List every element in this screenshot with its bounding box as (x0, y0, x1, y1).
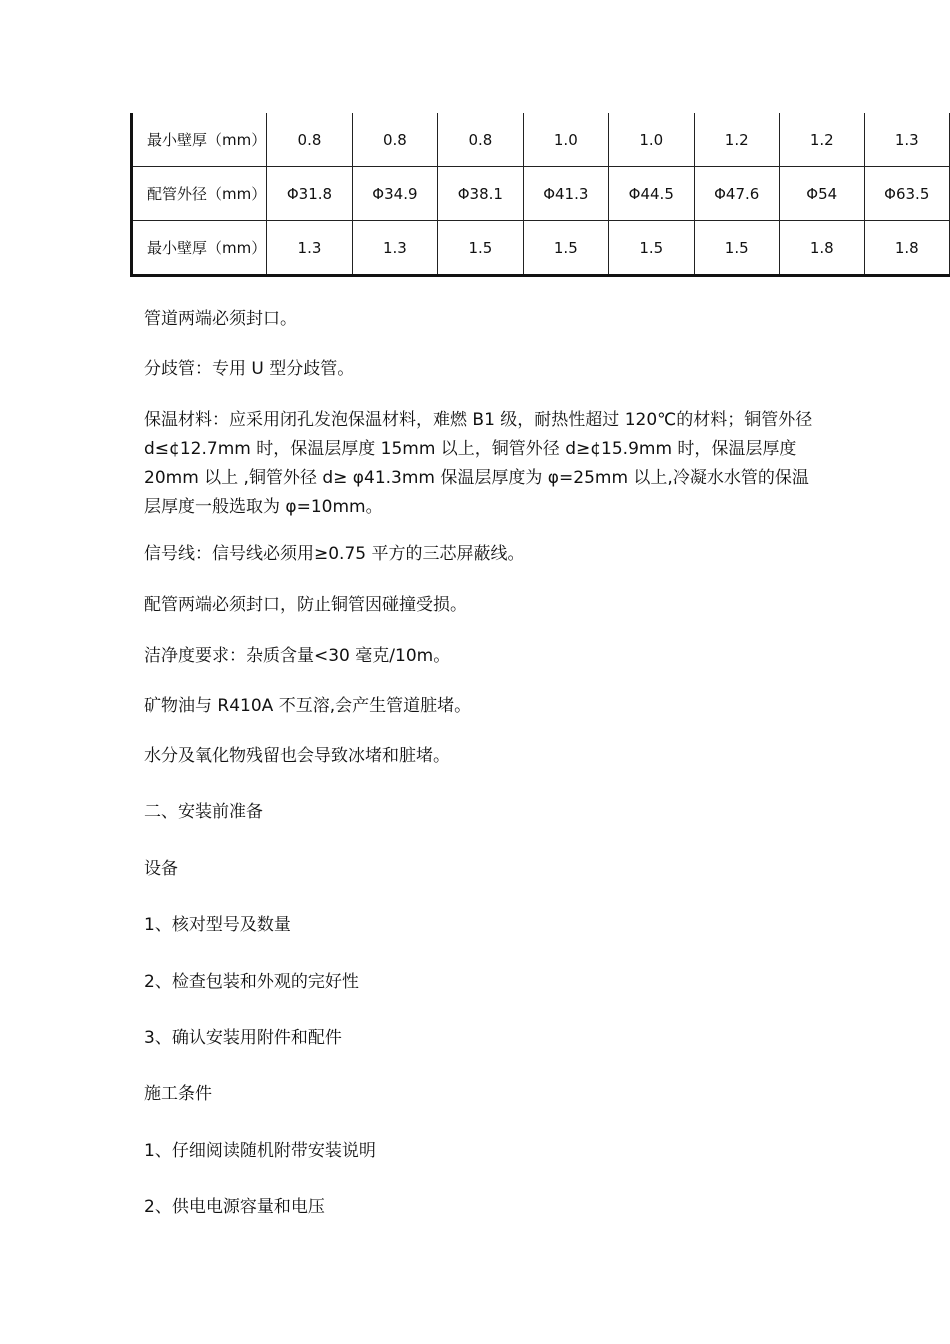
table-row (132, 221, 950, 276)
table-cell: 0.8 (267, 113, 352, 167)
paragraph-branch-pipe: 分歧管：专用 U 型分歧管。 (144, 359, 355, 379)
table-cell: 1.3 (352, 221, 437, 276)
paragraph-seal-ends-protect: 配管两端必须封口，防止铜管因碰撞受损。 (144, 595, 467, 615)
subsection-heading-conditions: 施工条件 (144, 1084, 212, 1104)
paragraph-insulation: 保温材料：应采用闭孔发泡保温材料，难燃 B1 级，耐热性超过 120℃的材料；铜管外径 d≤¢12.7mm 时，保温层厚度 15mm 以上，铜管外径 d≥¢15.9mm 时，保温层厚度 20mm 以上 ,铜管外径 d≥ φ41.3mm 保温层厚度为 φ=25mm 以上,冷凝水水管的保温层厚度一般选取为 φ=10mm。 (144, 410, 813, 517)
table-cell: Φ47.6 (694, 167, 779, 221)
table-cell: Φ54 (779, 167, 864, 221)
table-cell: 1.0 (523, 113, 608, 167)
table-cell: 0.8 (438, 113, 523, 167)
row-label: 配管外径（mm） (132, 167, 267, 221)
paragraph-mineral-oil: 矿物油与 R410A 不互溶,会产生管道脏堵。 (144, 696, 472, 716)
list-item: 3、确认安装用附件和配件 (144, 1028, 342, 1048)
table-cell: Φ34.9 (352, 167, 437, 221)
paragraph-signal-wire: 信号线：信号线必须用≥0.75 平方的三芯屏蔽线。 (144, 544, 525, 564)
table-cell: 1.8 (864, 221, 949, 276)
table-cell: 1.2 (779, 113, 864, 167)
table-cell: Φ31.8 (267, 167, 352, 221)
table-cell: Φ38.1 (438, 167, 523, 221)
list-item: 1、仔细阅读随机附带安装说明 (144, 1141, 376, 1161)
list-item: 2、检查包装和外观的完好性 (144, 972, 359, 992)
table-cell: 1.3 (267, 221, 352, 276)
section-heading: 二、安装前准备 (144, 802, 263, 822)
table-cell: 1.5 (694, 221, 779, 276)
list-item: 1、核对型号及数量 (144, 915, 291, 935)
table-cell: 0.8 (352, 113, 437, 167)
table-cell: 1.5 (609, 221, 694, 276)
row-label: 最小壁厚（mm） (132, 221, 267, 276)
table-cell: 1.8 (779, 221, 864, 276)
table-cell: 1.0 (609, 113, 694, 167)
subsection-heading-equipment: 设备 (144, 859, 178, 879)
paragraph-moisture: 水分及氧化物残留也会导致冰堵和脏堵。 (144, 746, 450, 766)
list-item: 2、供电电源容量和电压 (144, 1197, 325, 1217)
paragraph-seal-ends: 管道两端必须封口。 (144, 309, 297, 329)
table-cell: 1.2 (694, 113, 779, 167)
row-label: 最小壁厚（mm） (132, 113, 267, 167)
table-row (132, 167, 950, 221)
table-row (132, 113, 950, 167)
table-cell: Φ41.3 (523, 167, 608, 221)
paragraph-cleanliness: 洁净度要求：杂质含量<30 毫克/10m。 (144, 646, 451, 666)
table-cell: 1.5 (523, 221, 608, 276)
table-cell: Φ44.5 (609, 167, 694, 221)
table-cell: 1.5 (438, 221, 523, 276)
table-cell: Φ63.5 (864, 167, 949, 221)
pipe-spec-table (130, 113, 950, 277)
table-cell: 1.3 (864, 113, 949, 167)
